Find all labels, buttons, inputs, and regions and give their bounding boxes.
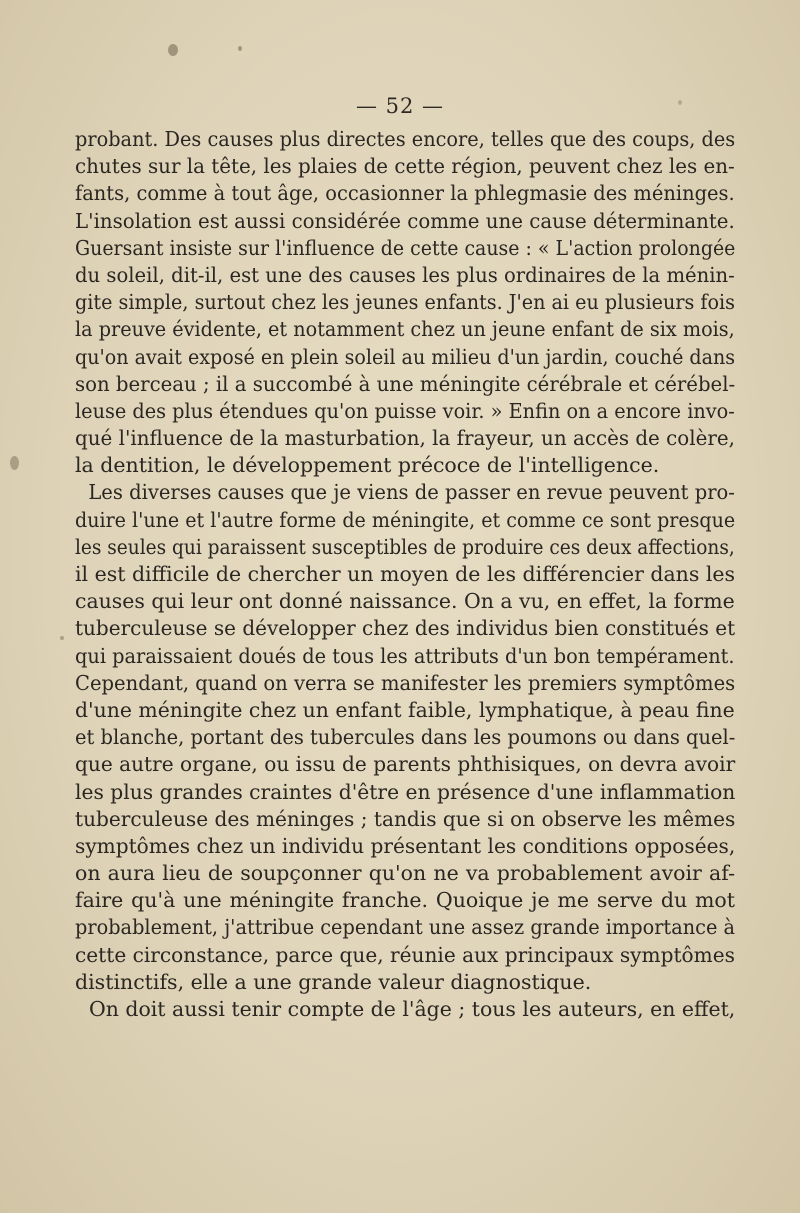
ink-stain <box>238 46 242 51</box>
text-line: Les diverses causes que je viens de passer en revue peuvent pro- <box>88 480 735 505</box>
text-line: tuberculeuse des méninges ; tandis que si on observe les mêmes <box>75 806 736 831</box>
text-line: L'insolation est aussi considérée comme une cause déterminante. <box>75 208 735 233</box>
text-line: cette circonstance, parce que, réunie aux principaux symptômes <box>75 942 735 967</box>
text-line: et blanche, portant des tubercules dans les poumons ou dans quel- <box>75 725 736 750</box>
text-line: son berceau ; il a succombé à une méningite cérébrale et cérébel- <box>75 371 736 396</box>
text-line: on aura lieu de soupçonner qu'on ne va probablement avoir af- <box>75 861 735 886</box>
text-line: la dentition, le développement précoce de l'intelligence. <box>75 453 660 478</box>
text-line: On doit aussi tenir compte de l'âge ; tous les auteurs, en effet, <box>88 997 736 1021</box>
text-line: chutes sur la tête, les plaies de cette région, peuvent chez les en- <box>75 154 735 179</box>
text-line: il est difficile de chercher un moyen de les différencier dans les <box>75 562 736 586</box>
text-line: duire l'une et l'autre forme de méningite, et comme ce sont presque <box>75 507 736 532</box>
text-line: la preuve évidente, et notamment chez un jeune enfant de six mois, <box>75 317 735 342</box>
text-line: leuse des plus étendues qu'on puisse voir. » Enfin on a encore invo- <box>75 398 735 423</box>
text-line: Guersant insiste sur l'influence de cette cause : « L'action prolongée <box>75 235 736 260</box>
text-line: les seules qui paraissent susceptibles de produire ces deux affections, <box>75 534 735 559</box>
page-number: — 52 — <box>355 94 445 118</box>
text-line: faire qu'à une méningite franche. Quoique je me serve du mot <box>75 888 735 913</box>
ink-stain <box>60 636 64 640</box>
text-line: probablement, j'attribue cependant une assez grande importance à <box>75 915 736 940</box>
text-line: d'une méningite chez un enfant faible, lymphatique, à peau fine <box>75 697 735 722</box>
text-line: symptômes chez un individu présentant les conditions opposées, <box>75 833 736 858</box>
text-line: gite simple, surtout chez les jeunes enfants. J'en ai eu plusieurs fois <box>75 290 735 315</box>
ink-stain <box>10 456 19 470</box>
text-line: causes qui leur ont donné naissance. On a vu, en effet, la forme <box>75 589 735 614</box>
text-line: qu'on avait exposé en plein soleil au milieu d'un jardin, couché dans <box>75 344 736 369</box>
text-line: fants, comme à tout âge, occasionner la phlegmasie des méninges. <box>75 181 735 206</box>
body-text <box>75 126 735 1023</box>
text-line: que autre organe, ou issu de parents phthisiques, on devra avoir <box>75 752 736 777</box>
text-line: qué l'influence de la masturbation, la frayeur, un accès de colère, <box>75 426 735 451</box>
text-line: probant. Des causes plus directes encore, telles que des coups, des <box>75 127 736 151</box>
text-line: distinctifs, elle a une grande valeur diagnostique. <box>75 969 592 994</box>
text-line: qui paraissaient doués de tous les attributs d'un bon tempérament. <box>75 643 735 668</box>
text-line: tuberculeuse se développer chez des individus bien constitués et <box>75 616 736 641</box>
text-line: du soleil, dit-il, est une des causes les plus ordinaires de la ménin- <box>75 262 735 287</box>
text-line: Cependant, quand on verra se manifester les premiers symptômes <box>75 670 736 695</box>
ink-stain <box>168 44 178 56</box>
text-line: les plus grandes craintes d'être en présence d'une inflammation <box>75 779 736 804</box>
